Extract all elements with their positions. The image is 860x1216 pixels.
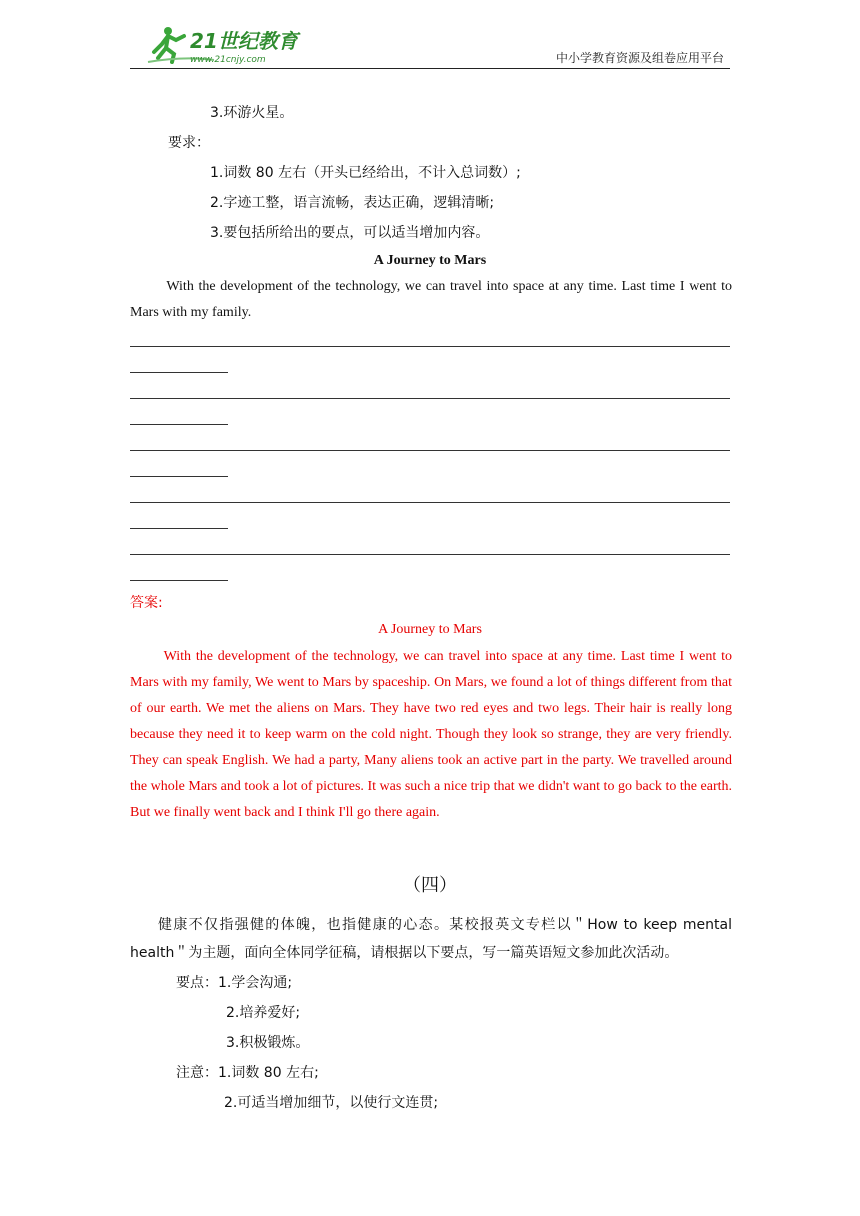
requirement-2: 2.字迹工整，语言流畅，表达正确，逻辑清晰; [210,195,495,211]
writing-line [130,554,730,555]
page-header [130,22,730,69]
writing-line [130,580,228,581]
logo [144,22,324,66]
answer-text: With the development of the technology, we can travel into space at any time. Last time I went to Mars with my family, We went to Mars by spaceship. On Mars, we found a lot of things different from that of our earth. We met the aliens on Mars. They have two red eyes and two legs. Their hair is really long because they need it to keep warm on the cold night. Though they look so strange, they are very friendly. They can speak English. We had a party, Many aliens took an active part in the party. We travelled around the whole Mars and took a lot of pictures. It was such a nice trip that we didn't want to go back to the earth. But we finally went back and I think I'll go there again. [130,649,732,820]
svg-text:www.21cnjy.com: www.21cnjy.com [190,55,266,65]
point-3-exercise: 3.积极锻炼。 [226,1035,310,1051]
point-2: 2.培养爱好; [226,1005,301,1021]
requirement-3: 3.要包括所给出的要点，可以适当增加内容。 [210,225,490,241]
section-title: （四） [403,875,457,896]
svg-text:21世纪教育: 21世纪教育 [190,29,298,53]
requirements-label: 要求： [168,135,210,151]
section-intro: 健康不仅指强健的体魄，也指健康的心态。某校报英文专栏以＂How to keep mental health＂为主题，面向全体同学征稿，请根据以下要点，写一篇英语短文参加此次活动。 [130,917,732,961]
writing-line [130,476,228,477]
note-2: 2.可适当增加细节，以使行文连贯; [224,1095,439,1111]
answer-label: 答案: [130,595,163,611]
writing-line [130,372,228,373]
writing-line [130,528,228,529]
notes-label: 注意：1.词数 80 左右; [176,1065,319,1081]
writing-line [130,398,730,399]
runner-logo-icon [144,22,324,66]
essay-opening: With the development of the technology, we can travel into space at any time. Last time I went to Mars with my family. [130,279,732,320]
writing-line [130,346,730,347]
essay-title: A Journey to Mars [373,253,487,268]
points-label: 要点：1.学会沟通; [176,975,293,991]
point-3: 3.环游火星。 [210,105,294,121]
writing-line [130,502,730,503]
answer-title: A Journey to Mars [378,622,482,637]
writing-line [130,424,228,425]
platform-name: 中小学教育资源及组卷应用平台 [555,51,724,65]
requirement-1: 1.词数 80 左右（开头已经给出，不计入总词数）; [210,165,521,181]
writing-line [130,450,730,451]
